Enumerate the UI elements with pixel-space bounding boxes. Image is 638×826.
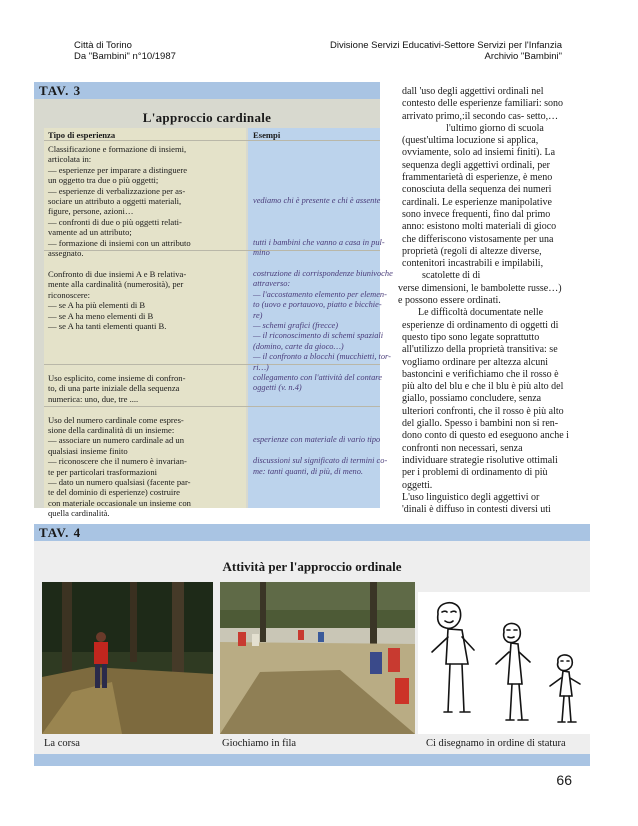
body-line: individuare strategie risolutive ottimali bbox=[402, 454, 558, 466]
tav3-right-heading: Esempi bbox=[253, 130, 281, 140]
right-line: — schemi grafici (frecce) bbox=[253, 320, 339, 330]
left-line: vamente ad un attributo; bbox=[48, 227, 132, 238]
header-right bbox=[330, 40, 562, 62]
left-line: — riconoscere che il numero è invarian- bbox=[48, 456, 187, 467]
left-line: riconoscere: bbox=[48, 289, 90, 300]
left-line: Uso esplicito, come insieme di confron- bbox=[48, 372, 186, 383]
left-line: — esperienze di verbalizzazione per as- bbox=[48, 185, 186, 196]
body-line: oggetti. bbox=[402, 479, 433, 491]
body-line: sequenza degli aggettivi ordinali, per bbox=[402, 159, 551, 171]
left-line: — formazione di insiemi con un attributo bbox=[48, 237, 191, 248]
left-line bbox=[48, 258, 244, 268]
left-line: te per particolari trasformazioni bbox=[48, 466, 158, 477]
right-line: — il confronto a blocchi (mucchietti, tor- bbox=[253, 352, 391, 362]
left-line: — associare un numero cardinale ad un bbox=[48, 435, 185, 446]
tav3-label-bar bbox=[34, 82, 380, 99]
body-line: dono conto di questo ed eseguono anche i bbox=[402, 430, 569, 442]
right-line: vediamo chi è presente e chi è assente bbox=[253, 196, 381, 206]
left-line: mente alla cardinalità (numerosità), per bbox=[48, 279, 184, 290]
tav4-title: Attività per l'approccio ordinale bbox=[222, 559, 402, 574]
header-source: Da "Bambini" n°10/1987 bbox=[74, 51, 176, 62]
body-line: anno: esistono molti materiali di gioco bbox=[402, 221, 557, 233]
tav4-bottom-bar bbox=[34, 754, 590, 766]
left-line: — confronti di due o più oggetti relati- bbox=[48, 216, 182, 227]
body-line: l'ultimo giorno di scuola bbox=[446, 122, 544, 134]
left-line: articolata in: bbox=[48, 154, 92, 165]
body-text-column bbox=[398, 86, 588, 516]
body-line: bastoncini e verifichiamo che il rosso è bbox=[402, 368, 559, 380]
body-line: contesto delle esperienze familiari: sono bbox=[402, 98, 564, 110]
body-line: scatolette di di bbox=[422, 270, 481, 282]
tav3-left-heading: Tipo di esperienza bbox=[48, 130, 116, 140]
tav3-heading-rule bbox=[44, 140, 380, 141]
left-line: quella cardinalità. bbox=[48, 508, 110, 519]
body-line: 'dinali è diffuso in contesti diversi uti bbox=[402, 504, 551, 516]
left-line: un oggetto tra due o più oggetti; bbox=[48, 175, 159, 186]
header-division: Divisione Servizi Educativi-Settore Servizi per l'Infanzia bbox=[329, 40, 562, 51]
photo-line-game bbox=[220, 582, 415, 734]
body-line: vogliamo ordinare per altezza alcuni bbox=[402, 356, 549, 368]
tav4-panel bbox=[34, 524, 590, 766]
body-line: Le difficoltà documentate nelle bbox=[418, 307, 544, 319]
right-line: discussioni sul significato di termini co- bbox=[253, 456, 388, 466]
tav4-label-bar bbox=[34, 524, 590, 541]
tav3-panel bbox=[34, 82, 393, 519]
left-line: con materiale occasionale un insieme con bbox=[48, 497, 191, 508]
left-line: to, di una parte iniziale della sequenza bbox=[48, 383, 180, 394]
right-line: oggetti (v. n.4) bbox=[253, 383, 302, 393]
body-line: cardinali. Le esperienze manipolative bbox=[402, 196, 552, 208]
left-line: — se A ha tanti elementi quanti B. bbox=[48, 320, 167, 331]
right-line: mino bbox=[253, 248, 270, 258]
body-line: più alto del blu e che il blu è più alto del bbox=[402, 381, 564, 393]
body-line: ovviamente, solo ad insiemi finiti). La bbox=[402, 147, 556, 159]
body-line: giallo, possiamo concludere, senza bbox=[402, 393, 542, 405]
header-archive: Archivio "Bambini" bbox=[484, 51, 562, 62]
tav4-label: TAV. 4 bbox=[39, 525, 82, 540]
right-line: re) bbox=[253, 310, 263, 320]
body-line: esperienze di ordinamento di oggetti di bbox=[402, 319, 559, 331]
caption-running: La corsa bbox=[44, 738, 80, 749]
right-line: to (uovo e portauovo, piatto e bicchie- bbox=[253, 300, 382, 310]
left-line: Confronto di due insiemi A e B relativa- bbox=[48, 268, 187, 279]
left-line: figure, persone, azioni… bbox=[48, 206, 134, 217]
right-line: — il riconoscimento di schemi spaziali bbox=[253, 331, 384, 341]
body-line: per i problemi di ordinamento di più bbox=[402, 467, 548, 479]
left-line: qualsiasi insieme finito bbox=[48, 445, 128, 456]
left-line: te del dominio di esperienze) costruire bbox=[48, 487, 180, 498]
drawing-height-order bbox=[418, 592, 590, 734]
left-line: — dato un numero qualsiasi (facente par- bbox=[48, 477, 191, 487]
photo-running bbox=[42, 582, 213, 734]
body-line: e possono essere ordinati. bbox=[398, 295, 501, 307]
left-line: — se A ha più elementi di B bbox=[48, 300, 146, 311]
right-line: costruzione di corrispondenze biunivoche bbox=[253, 268, 393, 278]
right-line: collegamento con l'attività del contare bbox=[253, 372, 382, 382]
page-number: 66 bbox=[556, 772, 572, 788]
body-line: frammentarietà di esperienze, è meno bbox=[402, 172, 553, 184]
body-line: arrivato primo,:il secondo cas- setto,… bbox=[402, 110, 559, 122]
left-line: sociare un attributo a oggetti materiali, bbox=[48, 196, 182, 207]
body-line: che differiscono vistosamente per una bbox=[402, 233, 554, 245]
caption-line-game: Giochiamo in fila bbox=[222, 738, 297, 749]
body-line: questo tipo sono legate soprattutto bbox=[402, 331, 540, 343]
right-line: — l'accostamento elemento per elemen- bbox=[253, 289, 387, 299]
left-line: numerica: uno, due, tre .... bbox=[48, 393, 139, 404]
left-line: sione della cardinalità di un insieme: bbox=[48, 424, 175, 435]
tav3-label: TAV. 3 bbox=[39, 83, 82, 98]
left-line: Classificazione e formazione di insiemi, bbox=[48, 144, 187, 154]
body-line: del giallo. Spesso i bambini non si ren- bbox=[402, 418, 559, 430]
body-line: all'utilizzo della proprietà transitiva: se bbox=[402, 344, 558, 356]
caption-drawing: Ci disegnamo in ordine di statura bbox=[426, 738, 566, 749]
body-line: L'uso linguistico degli aggettivi or bbox=[402, 491, 540, 503]
body-line: conosciuta della sequenza dei numeri bbox=[402, 184, 552, 196]
tav3-left-text bbox=[48, 144, 244, 519]
tav3-title: L'approccio cardinale bbox=[142, 110, 272, 125]
header-left bbox=[74, 40, 176, 62]
left-line: — se A ha meno elementi di B bbox=[48, 310, 154, 321]
body-line: dall 'uso degli aggettivi ordinali nel bbox=[402, 86, 544, 97]
left-line: — esperienze per imparare a distinguere bbox=[48, 164, 188, 175]
body-line: (quest'ultima locuzione si applica, bbox=[402, 135, 539, 147]
body-line: verse dimensioni, le bambolette russe…) bbox=[398, 282, 562, 294]
body-line: proprietà (regoli di altezze diverse, bbox=[402, 245, 542, 257]
left-line: Uso del numero cardinale come espres- bbox=[48, 414, 184, 425]
right-line: attraverso: bbox=[253, 279, 291, 289]
right-line: tutti i bambini che vanno a casa in pul- bbox=[253, 237, 385, 247]
body-line: contenitori incastrabili e impilabili, bbox=[402, 258, 544, 270]
right-line: me: tanti quanti, di più, di meno. bbox=[253, 466, 364, 476]
right-line: ri…) bbox=[253, 362, 269, 372]
right-line: (domino, carte da gioco…) bbox=[253, 341, 344, 351]
body-line: sono invece frequenti, fino dal primo bbox=[402, 208, 551, 220]
header-city: Città di Torino bbox=[74, 40, 132, 51]
right-line: esperienze con materiale di vario tipo bbox=[253, 435, 381, 445]
left-line: assegnato. bbox=[48, 248, 84, 259]
body-line: confronti non necessari, senza bbox=[402, 442, 523, 454]
tav3-right-text bbox=[253, 144, 393, 477]
body-line: ulteriori confronti, che il rosso è più alto bbox=[402, 405, 564, 417]
